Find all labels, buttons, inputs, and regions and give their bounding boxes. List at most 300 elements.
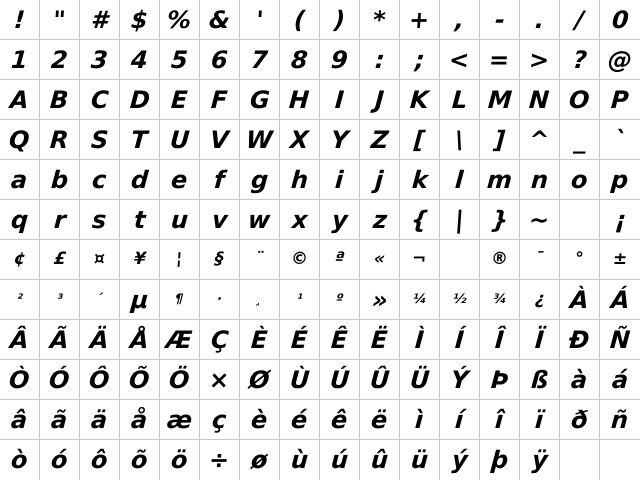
glyph-cell [480,40,520,80]
glyph: E [170,85,189,114]
glyph: T [130,125,149,154]
glyph: å [130,405,149,434]
glyph: Ô [88,365,111,394]
glyph-cell [520,440,560,480]
glyph-cell [120,200,160,240]
glyph-cell [0,0,40,40]
glyph: Þ [489,365,510,394]
glyph-cell [80,360,120,400]
glyph-cell [320,0,360,40]
glyph: ¾ [492,292,507,307]
glyph-cell [480,320,520,360]
glyph: © [290,249,309,269]
glyph-cell [520,200,560,240]
glyph-cell [560,320,600,360]
glyph-cell [240,440,280,480]
glyph: e [170,165,189,194]
glyph-cell [80,280,120,320]
glyph-cell [160,280,200,320]
glyph-cell [440,40,480,80]
glyph: º [335,292,344,307]
glyph-cell [280,400,320,440]
glyph: g [249,165,270,194]
glyph-cell [360,320,400,360]
glyph: Á [609,285,631,314]
glyph: ` [613,125,627,154]
glyph-cell [400,280,440,320]
glyph: j [374,165,385,194]
glyph: ç [211,405,228,434]
glyph: a [10,165,29,194]
glyph-cell [440,400,480,440]
glyph-cell [0,80,40,120]
glyph: P [610,85,630,114]
glyph-cell [600,440,640,480]
glyph-cell [320,200,360,240]
glyph-cell [80,0,120,40]
glyph: G [248,85,271,114]
glyph-cell [160,200,200,240]
glyph-cell [120,400,160,440]
glyph-cell [240,400,280,440]
glyph: ® [490,249,509,269]
glyph: 5 [170,45,189,74]
glyph: » [370,285,389,314]
glyph: F [210,85,229,114]
glyph-cell [120,80,160,120]
glyph: ÿ [530,446,549,474]
glyph-cell [480,280,520,320]
glyph-cell [40,400,80,440]
glyph: V [209,125,230,154]
glyph: W [245,125,274,154]
glyph: ¿ [533,289,546,309]
glyph: ' [254,5,265,34]
glyph-cell [520,240,560,280]
glyph: ¢ [12,249,27,269]
glyph-cell [560,40,600,80]
glyph: > [528,45,551,74]
glyph: & [208,5,231,34]
glyph-cell [200,320,240,360]
glyph-cell [440,360,480,400]
glyph: Ý [449,365,470,394]
glyph: Ð [568,325,591,354]
glyph: x [290,205,309,234]
glyph-cell [560,0,600,40]
glyph: $ [130,5,149,34]
glyph: × [208,365,231,394]
glyph-cell [40,160,80,200]
glyph-cell [160,40,200,80]
glyph: Y [329,125,350,154]
glyph-cell [360,120,400,160]
glyph-cell [160,400,200,440]
glyph-cell [440,160,480,200]
glyph: Ù [288,365,311,394]
glyph: 3 [90,45,109,74]
glyph-cell [120,160,160,200]
glyph: ¼ [412,292,427,307]
glyph-cell [200,40,240,80]
glyph: õ [130,446,149,474]
glyph: À [569,285,590,314]
glyph-cell [80,160,120,200]
glyph-cell [0,120,40,160]
glyph-cell [320,160,360,200]
glyph-cell [520,40,560,80]
glyph: . [533,5,546,34]
glyph-cell [200,400,240,440]
glyph-cell [40,40,80,80]
glyph-cell [360,440,400,480]
glyph-cell [280,240,320,280]
glyph-cell [360,240,400,280]
glyph: c [91,165,108,194]
glyph: } [489,205,510,234]
glyph: Î [494,325,505,354]
glyph: z [371,205,388,234]
glyph: ñ [610,405,630,434]
glyph: ¬ [411,249,428,269]
glyph-cell [160,120,200,160]
glyph: Ñ [608,325,632,354]
glyph-cell [480,200,520,240]
glyph-cell [360,0,400,40]
glyph-cell [40,120,80,160]
glyph-cell [480,0,520,40]
glyph: û [369,446,390,474]
glyph-cell [40,0,80,40]
glyph: Ø [248,365,271,394]
glyph: ¡ [613,205,627,234]
glyph-cell [360,80,400,120]
glyph: L [450,85,469,114]
glyph-cell [0,280,40,320]
glyph: 8 [290,45,309,74]
glyph-cell [120,280,160,320]
glyph-cell [0,200,40,240]
glyph-cell [360,160,400,200]
glyph: _ [572,125,587,154]
glyph-cell [560,360,600,400]
glyph: M [486,85,513,114]
glyph-cell [320,80,360,120]
glyph-cell [160,320,200,360]
glyph: [ [413,125,426,154]
glyph-cell [240,160,280,200]
glyph: ô [90,446,109,474]
glyph-cell [520,160,560,200]
glyph: ü [409,446,430,474]
glyph-cell [360,40,400,80]
glyph-cell [480,360,520,400]
glyph-cell [600,240,640,280]
glyph-cell [200,160,240,200]
glyph: q [9,205,30,234]
glyph-cell [80,40,120,80]
glyph-cell [480,80,520,120]
glyph: ³ [56,292,63,307]
glyph-cell [120,40,160,80]
glyph: t [132,205,147,234]
glyph-cell [560,120,600,160]
glyph-cell [520,400,560,440]
glyph: í [454,405,465,434]
glyph: R [49,125,70,154]
glyph-cell [560,280,600,320]
glyph-cell [520,320,560,360]
glyph: Û [368,365,391,394]
glyph: ï [534,405,545,434]
glyph: U [168,125,191,154]
glyph-cell [600,280,640,320]
glyph-cell [600,80,640,120]
glyph: ¸ [255,292,264,307]
glyph: î [494,405,505,434]
glyph-cell [400,40,440,80]
glyph: ê [330,405,349,434]
glyph-cell [280,320,320,360]
glyph-cell [400,120,440,160]
glyph: \ [454,125,465,154]
glyph-cell [360,360,400,400]
glyph-cell [480,120,520,160]
glyph-cell [600,200,640,240]
glyph-cell [80,200,120,240]
glyph: ± [612,249,628,269]
glyph-cell [360,280,400,320]
glyph: 9 [330,45,349,74]
glyph: Ã [49,325,70,354]
glyph-cell [240,40,280,80]
glyph: þ [489,446,510,474]
glyph: á [610,365,630,394]
glyph: ß [529,365,550,394]
glyph-cell [80,440,120,480]
glyph-cell [80,240,120,280]
glyph: f [213,165,226,194]
glyph-cell [400,360,440,400]
glyph-cell [80,80,120,120]
glyph: p [610,165,630,194]
glyph: % [166,5,193,34]
glyph-cell [240,280,280,320]
glyph: Æ [165,325,194,354]
glyph-cell [80,120,120,160]
glyph: § [214,249,225,269]
glyph-cell [0,320,40,360]
glyph: A [9,85,30,114]
glyph: ì [414,405,425,434]
glyph: Õ [128,365,151,394]
glyph: O [568,85,591,114]
glyph: ¥ [132,249,147,269]
glyph-cell [120,360,160,400]
glyph-cell [480,160,520,200]
glyph-cell [440,120,480,160]
glyph-cell [160,80,200,120]
glyph: , [453,5,466,34]
glyph-cell [320,360,360,400]
glyph-cell [480,400,520,440]
glyph: B [49,85,70,114]
glyph: Q [8,125,31,154]
glyph: É [290,325,309,354]
glyph-cell [0,360,40,400]
glyph: 0 [610,5,630,34]
glyph: ) [333,5,346,34]
glyph-cell [40,320,80,360]
glyph: µ [129,285,150,314]
glyph: ¹ [296,292,303,307]
glyph: I [334,85,345,114]
glyph-cell [600,400,640,440]
glyph: Â [9,325,30,354]
glyph-cell [240,80,280,120]
glyph: Ó [48,365,71,394]
glyph-cell [600,160,640,200]
glyph-cell [40,360,80,400]
glyph-cell [40,440,80,480]
glyph-cell [360,400,400,440]
glyph-cell [600,360,640,400]
glyph-cell [160,360,200,400]
glyph-cell [520,0,560,40]
glyph: + [408,5,431,34]
glyph: o [570,165,589,194]
glyph: Z [369,125,390,154]
glyph: Í [454,325,465,354]
glyph: ª [334,249,346,269]
glyph-cell [600,0,640,40]
glyph: < [448,45,471,74]
glyph: ! [13,5,26,34]
glyph-cell [0,400,40,440]
glyph: 7 [250,45,269,74]
glyph: 2 [50,45,69,74]
glyph-cell [520,80,560,120]
glyph-cell [280,280,320,320]
glyph-cell [280,80,320,120]
glyph-cell [240,200,280,240]
glyph: ¨ [254,249,265,269]
glyph-cell [80,320,120,360]
glyph: é [290,405,309,434]
glyph: ð [570,405,589,434]
glyph: Ï [534,325,545,354]
glyph: Ä [89,325,110,354]
glyph: ¶ [174,292,185,307]
glyph: ? [571,45,588,74]
glyph-cell [280,0,320,40]
glyph: " [52,5,67,34]
glyph: ó [50,446,69,474]
glyph-cell [320,240,360,280]
glyph: ½ [452,292,467,307]
glyph: u [169,205,190,234]
glyph: i [334,165,345,194]
glyph: J [374,85,385,114]
glyph: ° [574,249,585,269]
glyph: l [454,165,465,194]
glyph [455,249,457,269]
glyph-cell [480,240,520,280]
glyph: ¦ [175,249,184,269]
glyph: r [52,205,67,234]
glyph: ² [16,292,23,307]
glyph-cell [120,320,160,360]
glyph: ^ [528,125,551,154]
glyph: ý [450,446,469,474]
glyph: Ò [8,365,31,394]
glyph: ÷ [208,446,231,474]
glyph-cell [280,160,320,200]
glyph: ( [293,5,306,34]
glyph-cell [400,80,440,120]
glyph-cell [200,240,240,280]
glyph: ] [493,125,506,154]
glyph: - [493,5,506,34]
glyph: K [409,85,430,114]
glyph-cell [160,240,200,280]
glyph-cell [320,320,360,360]
glyph: â [10,405,29,434]
glyph-cell [560,160,600,200]
glyph-cell [0,240,40,280]
glyph-cell [320,120,360,160]
glyph-cell [200,440,240,480]
glyph: N [528,85,551,114]
glyph: 6 [210,45,229,74]
glyph-cell [560,80,600,120]
glyph-cell [280,200,320,240]
glyph: æ [165,405,194,434]
glyph: 1 [10,45,29,74]
glyph: Ö [168,365,191,394]
glyph-cell [200,120,240,160]
glyph-cell [40,200,80,240]
glyph: m [486,165,513,194]
glyph-cell [480,440,520,480]
glyph: Ü [408,365,431,394]
glyph-cell [280,360,320,400]
glyph-cell [440,200,480,240]
glyph: ¤ [93,249,106,269]
glyph: Ê [330,325,349,354]
glyph: ö [170,446,189,474]
glyph: è [250,405,269,434]
glyph-cell [200,200,240,240]
glyph-cell [400,0,440,40]
glyph: ù [289,446,310,474]
glyph-cell [520,360,560,400]
glyph-cell [320,280,360,320]
glyph-cell [160,0,200,40]
glyph-cell [40,280,80,320]
glyph: Ç [209,325,230,354]
glyph-cell [0,440,40,480]
glyph-cell [240,0,280,40]
glyph: H [288,85,311,114]
glyph-cell [240,320,280,360]
glyph-cell [360,200,400,240]
glyph: n [529,165,550,194]
glyph-cell [280,40,320,80]
glyph: ´ [95,292,104,307]
glyph: = [488,45,511,74]
glyph: È [250,325,269,354]
